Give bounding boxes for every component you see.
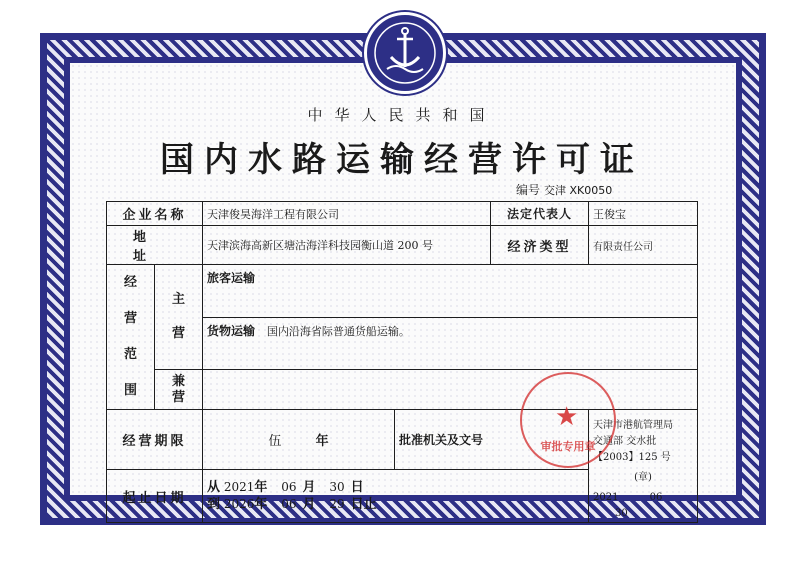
scope-label: 经 营 范 围 [107,265,155,410]
anchor-emblem-icon [364,12,446,94]
serial-label: 编号 [516,183,541,197]
legal-rep-label: 法定代表人 [491,202,589,226]
official-seal-stamp [520,372,616,468]
serial-value: 交津 XK0050 [544,184,613,197]
term-cell [203,410,395,470]
approval-label: 批准机关及文号 [395,410,589,470]
cargo-label: 货物运输 [207,323,256,338]
legal-rep-value: 王俊宝 [589,202,698,226]
approval-value: 天津市港航管理局 交通部 交水批【2003】125 号 (章) 2021 06 30 [589,410,698,523]
address-value: 天津滨海高新区塘沽海洋科技园衡山道 200 号 [203,226,491,265]
table-row [107,202,698,226]
term-label: 经营期限 [107,410,203,470]
passenger-row [203,265,698,318]
term-unit: 年 [315,434,329,450]
econ-type-value: 有限责任公司 [589,226,698,265]
table-row [107,226,698,265]
to-date: 到 2026年 06 月 29 日止 [207,497,377,513]
passenger-label: 旅客运输 [207,271,256,285]
approval-date: 2021 06 30 [593,492,663,519]
period-value [203,470,589,523]
country-name: 中华人民共和国 [307,106,497,124]
star-icon: ★ [555,402,579,432]
term-value: 伍 [268,434,282,450]
certificate-title: 国内水路运输经营许可证 [160,140,644,180]
license-table [106,201,698,523]
address-label: 地 址 [107,226,203,265]
cargo-row [203,317,698,370]
side-business-value [203,370,698,410]
table-row [107,265,698,318]
seal-text: 审批专用章 [540,440,596,453]
main-business-label: 主 营 [155,265,203,370]
from-date: 从 2021年 06 月 30 日 [207,480,364,496]
econ-type-label: 经济类型 [491,226,589,265]
cargo-value: 国内沿海省际普通货船运输。 [266,324,410,338]
company-value: 天津俊昊海洋工程有限公司 [203,202,491,226]
side-business-label: 兼 营 [155,370,203,410]
serial-number [516,181,612,198]
company-label: 企业名称 [107,202,203,226]
period-label: 起止日期 [107,470,203,523]
